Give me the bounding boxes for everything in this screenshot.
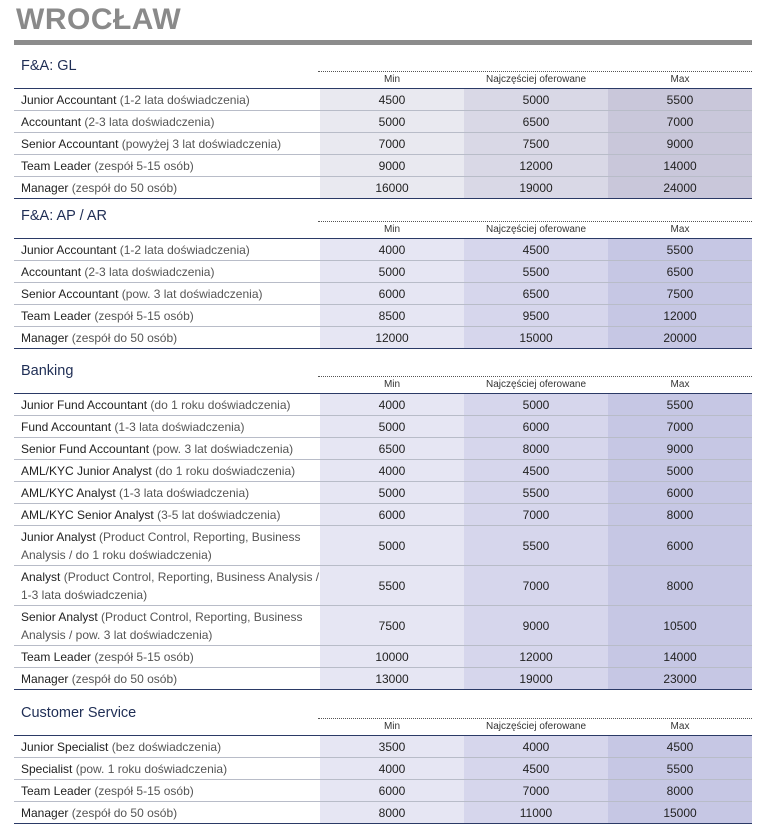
role-detail: (pow. 3 lat doświadczenia) — [149, 441, 294, 456]
max-value: 8000 — [608, 504, 752, 525]
role-name: Team Leader — [21, 783, 92, 798]
table-row — [14, 504, 752, 526]
role-detail: (Product Control, Reporting, Business Analysis / do 1 roku doświadczenia) — [21, 529, 301, 562]
section-title: Banking — [21, 363, 74, 379]
col-header-min: Min — [383, 721, 401, 732]
max-value: 8000 — [608, 566, 752, 605]
often-value: 11000 — [464, 802, 608, 823]
often-value: 19000 — [464, 668, 608, 689]
min-value: 9000 — [320, 155, 464, 176]
often-value: 4000 — [464, 736, 608, 757]
role-name: Analyst — [21, 569, 61, 584]
often-value: 7000 — [464, 504, 608, 525]
table-row — [14, 327, 752, 349]
role-cell — [14, 482, 320, 503]
city-title: WROCŁAW — [16, 3, 182, 36]
often-value: 8000 — [464, 438, 608, 459]
max-value: 5000 — [608, 460, 752, 481]
section-title: F&A: AP / AR — [21, 208, 107, 224]
table-row — [14, 133, 752, 155]
role-cell — [14, 526, 320, 565]
often-value: 6500 — [464, 283, 608, 304]
role-cell — [14, 780, 320, 801]
role-name: Senior Analyst — [21, 609, 98, 624]
often-value: 12000 — [464, 155, 608, 176]
table-row — [14, 526, 752, 566]
min-value: 10000 — [320, 646, 464, 667]
min-value: 4000 — [320, 239, 464, 260]
often-value: 9000 — [464, 606, 608, 645]
table-row — [14, 394, 752, 416]
often-value: 6000 — [464, 416, 608, 437]
often-value: 5000 — [464, 394, 608, 415]
table-row — [14, 460, 752, 482]
col-header-max: Max — [670, 74, 690, 85]
section-title: F&A: GL — [21, 58, 77, 74]
role-name: Junior Accountant — [21, 242, 117, 257]
often-value: 12000 — [464, 646, 608, 667]
col-header-min: Min — [383, 379, 401, 390]
min-value: 6000 — [320, 283, 464, 304]
table-row — [14, 416, 752, 438]
role-detail: (powyżej 3 lat doświadczenia) — [118, 136, 282, 151]
min-value: 4000 — [320, 460, 464, 481]
role-detail: (bez doświadczenia) — [108, 739, 222, 754]
dotted-divider — [318, 71, 752, 72]
table-row — [14, 155, 752, 177]
role-name: Specialist — [21, 761, 73, 776]
role-cell — [14, 416, 320, 437]
table-row — [14, 482, 752, 504]
often-value: 7500 — [464, 133, 608, 154]
role-cell — [14, 327, 320, 348]
role-detail: (zespół do 50 osób) — [68, 671, 178, 686]
often-value: 15000 — [464, 327, 608, 348]
role-detail: (1-3 lata doświadczenia) — [111, 419, 245, 434]
min-value: 5000 — [320, 482, 464, 503]
role-detail: (zespół 5-15 osób) — [91, 158, 194, 173]
min-value: 6500 — [320, 438, 464, 459]
max-value: 7500 — [608, 283, 752, 304]
often-value: 5500 — [464, 261, 608, 282]
role-name: Junior Accountant — [21, 92, 117, 107]
often-value: 4500 — [464, 758, 608, 779]
table-row — [14, 736, 752, 758]
role-cell — [14, 504, 320, 525]
role-detail: (Product Control, Reporting, Business Analysis / pow. 3 lat doświadczenia) — [21, 609, 303, 642]
table-row — [14, 177, 752, 199]
role-cell — [14, 177, 320, 198]
max-value: 15000 — [608, 802, 752, 823]
max-value: 6500 — [608, 261, 752, 282]
often-value: 6500 — [464, 111, 608, 132]
role-name: AML/KYC Junior Analyst — [21, 463, 152, 478]
role-detail: (pow. 3 lat doświadczenia) — [118, 286, 263, 301]
salary-table — [14, 735, 752, 824]
max-value: 14000 — [608, 155, 752, 176]
role-name: Manager — [21, 805, 69, 820]
role-cell — [14, 239, 320, 260]
role-name: Fund Accountant — [21, 419, 112, 434]
max-value: 5500 — [608, 758, 752, 779]
col-header-often: Najczęściej oferowane — [485, 74, 587, 85]
often-value: 4500 — [464, 460, 608, 481]
min-value: 16000 — [320, 177, 464, 198]
dotted-divider — [318, 718, 752, 719]
table-row — [14, 438, 752, 460]
min-value: 5500 — [320, 566, 464, 605]
table-row — [14, 780, 752, 802]
role-name: Senior Fund Accountant — [21, 441, 150, 456]
min-value: 5000 — [320, 526, 464, 565]
max-value: 5500 — [608, 394, 752, 415]
role-detail: (zespół do 50 osób) — [68, 180, 178, 195]
max-value: 7000 — [608, 416, 752, 437]
often-value: 5000 — [464, 89, 608, 110]
max-value: 14000 — [608, 646, 752, 667]
table-row — [14, 89, 752, 111]
table-row — [14, 646, 752, 668]
role-name: Team Leader — [21, 308, 92, 323]
max-value: 5500 — [608, 239, 752, 260]
max-value: 20000 — [608, 327, 752, 348]
max-value: 10500 — [608, 606, 752, 645]
role-detail: (2-3 lata doświadczenia) — [81, 264, 215, 279]
role-detail: (do 1 roku doświadczenia) — [151, 463, 296, 478]
min-value: 5000 — [320, 416, 464, 437]
role-name: Manager — [21, 671, 69, 686]
min-value: 8000 — [320, 802, 464, 823]
min-value: 4500 — [320, 89, 464, 110]
role-cell — [14, 89, 320, 110]
table-row — [14, 668, 752, 690]
min-value: 8500 — [320, 305, 464, 326]
min-value: 7500 — [320, 606, 464, 645]
max-value: 24000 — [608, 177, 752, 198]
salary-table — [14, 238, 752, 349]
col-header-often: Najczęściej oferowane — [485, 379, 587, 390]
table-row — [14, 606, 752, 646]
role-cell — [14, 155, 320, 176]
max-value: 7000 — [608, 111, 752, 132]
role-name: Junior Specialist — [21, 739, 109, 754]
max-value: 6000 — [608, 482, 752, 503]
often-value: 5500 — [464, 526, 608, 565]
role-name: Junior Analyst — [21, 529, 96, 544]
section-title: Customer Service — [21, 705, 137, 721]
role-name: Manager — [21, 180, 69, 195]
role-cell — [14, 668, 320, 689]
table-row — [14, 239, 752, 261]
role-name: Manager — [21, 330, 69, 345]
role-name: Team Leader — [21, 158, 92, 173]
title-underline — [14, 40, 752, 45]
min-value: 13000 — [320, 668, 464, 689]
max-value: 9000 — [608, 438, 752, 459]
role-name: Accountant — [21, 114, 82, 129]
role-detail: (Product Control, Reporting, Business Analysis / 1-3 lata doświadczenia) — [21, 569, 320, 602]
often-value: 4500 — [464, 239, 608, 260]
role-cell — [14, 305, 320, 326]
max-value: 5500 — [608, 89, 752, 110]
role-name: Junior Fund Accountant — [21, 397, 148, 412]
role-cell — [14, 261, 320, 282]
often-value: 7000 — [464, 566, 608, 605]
table-row — [14, 758, 752, 780]
role-detail: (zespół do 50 osób) — [68, 805, 178, 820]
max-value: 12000 — [608, 305, 752, 326]
dotted-divider — [318, 376, 752, 377]
max-value: 6000 — [608, 526, 752, 565]
min-value: 5000 — [320, 261, 464, 282]
role-name: Team Leader — [21, 649, 92, 664]
role-cell — [14, 566, 320, 605]
col-header-often: Najczęściej oferowane — [485, 224, 587, 235]
min-value: 7000 — [320, 133, 464, 154]
role-name: AML/KYC Analyst — [21, 485, 116, 500]
min-value: 5000 — [320, 111, 464, 132]
salary-table — [14, 393, 752, 690]
min-value: 4000 — [320, 394, 464, 415]
role-detail: (zespół 5-15 osób) — [91, 308, 194, 323]
role-cell — [14, 646, 320, 667]
salary-table — [14, 88, 752, 199]
role-cell — [14, 111, 320, 132]
table-row — [14, 566, 752, 606]
role-detail: (zespół 5-15 osób) — [91, 783, 194, 798]
role-detail: (1-2 lata doświadczenia) — [116, 92, 250, 107]
col-header-often: Najczęściej oferowane — [485, 721, 587, 732]
often-value: 19000 — [464, 177, 608, 198]
min-value: 3500 — [320, 736, 464, 757]
role-name: Senior Accountant — [21, 136, 119, 151]
role-detail: (1-2 lata doświadczenia) — [116, 242, 250, 257]
max-value: 8000 — [608, 780, 752, 801]
min-value: 6000 — [320, 504, 464, 525]
role-cell — [14, 606, 320, 645]
table-row — [14, 283, 752, 305]
col-header-min: Min — [383, 74, 401, 85]
role-name: Accountant — [21, 264, 82, 279]
dotted-divider — [318, 221, 752, 222]
role-cell — [14, 460, 320, 481]
role-cell — [14, 802, 320, 823]
max-value: 9000 — [608, 133, 752, 154]
often-value: 9500 — [464, 305, 608, 326]
often-value: 5500 — [464, 482, 608, 503]
max-value: 23000 — [608, 668, 752, 689]
col-header-min: Min — [383, 224, 401, 235]
min-value: 4000 — [320, 758, 464, 779]
role-detail: (zespół do 50 osób) — [68, 330, 178, 345]
max-value: 4500 — [608, 736, 752, 757]
role-name: AML/KYC Senior Analyst — [21, 507, 154, 522]
role-cell — [14, 133, 320, 154]
role-cell — [14, 438, 320, 459]
min-value: 12000 — [320, 327, 464, 348]
table-row — [14, 111, 752, 133]
table-row — [14, 261, 752, 283]
role-detail: (3-5 lat doświadczenia) — [153, 507, 281, 522]
table-row — [14, 305, 752, 327]
role-cell — [14, 283, 320, 304]
often-value: 7000 — [464, 780, 608, 801]
role-detail: (zespół 5-15 osób) — [91, 649, 194, 664]
role-cell — [14, 736, 320, 757]
role-cell — [14, 394, 320, 415]
table-row — [14, 802, 752, 824]
col-header-max: Max — [670, 224, 690, 235]
role-detail: (2-3 lata doświadczenia) — [81, 114, 215, 129]
role-name: Senior Accountant — [21, 286, 119, 301]
role-detail: (do 1 roku doświadczenia) — [147, 397, 291, 412]
min-value: 6000 — [320, 780, 464, 801]
role-cell — [14, 758, 320, 779]
col-header-max: Max — [670, 379, 690, 390]
role-detail: (pow. 1 roku doświadczenia) — [72, 761, 228, 776]
col-header-max: Max — [670, 721, 690, 732]
role-detail: (1-3 lata doświadczenia) — [115, 485, 250, 500]
